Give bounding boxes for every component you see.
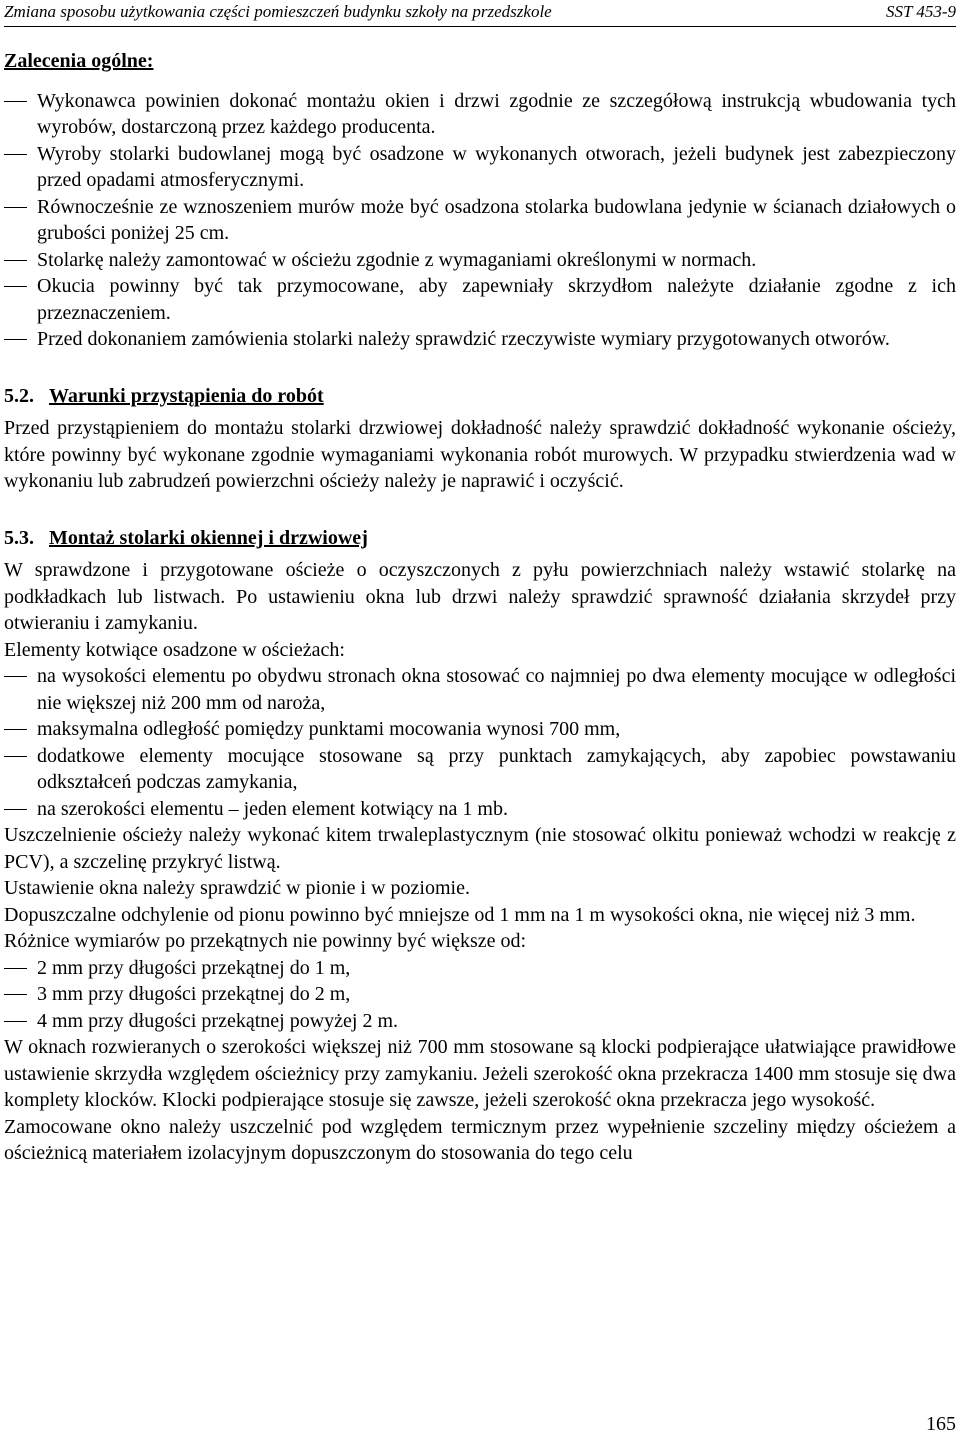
paragraph: Zamocowane okno należy uszczelnić pod względem termicznym przez wypełnienie szczeliny między ościeżem a ościeżnicą materiałem izolacyjnym dopuszczonym do stosowania do tego celu xyxy=(4,1115,956,1164)
paragraph: W oknach rozwieranych o szerokości większej niż 700 mm stosowane są klocki podpierające ułatwiające prawidłowe ustawienie skrzydła względem ościeżnicy przy zamykaniu. Jeżeli szerokość okna przekracza 1400 mm stosuje się dwa komplety klocków. Klocki podpierające stosuje się zawsze, jeżeli szerokość okna przekracza jego wysokość. xyxy=(4,1036,956,1111)
section-number: 5.3. xyxy=(4,526,34,549)
general-item: Okucia powinny być tak przymocowane, aby zapewniały skrzydłom należyte działanie zgodne z ich przeznaczeniem. xyxy=(4,273,956,326)
general-item: Wykonawca powinien dokonać montażu okien i drzwi zgodnie ze szczegółową instrukcją wbudowania tych wyrobów, dostarczoną przez każdego producenta. xyxy=(4,88,956,141)
page-header xyxy=(4,0,956,27)
general-item: Stolarkę należy zamontować w ościeżu zgodnie z wymaganiami określonymi w normach. xyxy=(4,247,956,274)
anchor-item: dodatkowe elementy mocujące stosowane są przy punktach zamykających, aby zapobiec powstawaniu odkształceń podczas zamykania, xyxy=(4,743,956,796)
page-number: 165 xyxy=(926,1413,956,1435)
header-title: Zmiana sposobu użytkowania części pomieszczeń budynku szkoły na przedszkole xyxy=(4,2,552,21)
section-title: Montaż stolarki okiennej i drzwiowej xyxy=(49,526,368,549)
diagonal-diff-list xyxy=(4,955,956,1035)
diff-item: 4 mm przy długości przekątnej powyżej 2 m. xyxy=(4,1008,956,1035)
general-list xyxy=(4,88,956,353)
general-heading: Zalecenia ogólne: xyxy=(4,50,154,72)
section-heading-5-3 xyxy=(4,525,956,552)
section-title: Warunki przystąpienia do robót xyxy=(49,384,324,407)
anchor-item: na wysokości elementu po obydwu stronach okna stosować co najmniej po dwa elementy mocujące w odległości nie większej niż 200 mm od naroża, xyxy=(4,663,956,716)
section-5-2-text: Przed przystąpieniem do montażu stolarki drzwiowej dokładność należy sprawdzić dokładność wykonanie ościeży, które powinny być wykonane zgodnie wymaganiami wykonania robót murowych. W przypadku stwierdzenia wad w wykonaniu lub zabrudzeń powierzchni ościeży należy je naprawić i oczyścić. xyxy=(4,417,956,492)
diff-item: 2 mm przy długości przekątnej do 1 m, xyxy=(4,955,956,982)
paragraph: Elementy kotwiące osadzone w ościeżach: xyxy=(4,638,345,661)
section-heading-5-2 xyxy=(4,383,956,410)
anchor-item: maksymalna odległość pomiędzy punktami mocowania wynosi 700 mm, xyxy=(4,716,956,743)
paragraph: Uszczelnienie ościeży należy wykonać kitem trwaleplastycznym (nie stosować olkitu ponieważ wchodzi w reakcję z PCV), a szczelinę przykryć listwą. xyxy=(4,824,956,873)
general-item: Wyroby stolarki budowlanej mogą być osadzone w wykonanych otworach, jeżeli budynek jest zabezpieczony przed opadami atmosferycznymi. xyxy=(4,141,956,194)
general-item: Przed dokonaniem zamówienia stolarki należy sprawdzić rzeczywiste wymiary przygotowanych otworów. xyxy=(4,326,956,353)
page-content xyxy=(4,48,956,1167)
anchor-item: na szerokości elementu – jeden element kotwiący na 1 mb. xyxy=(4,796,956,823)
diff-item: 3 mm przy długości przekątnej do 2 m, xyxy=(4,981,956,1008)
section-number: 5.2. xyxy=(4,384,34,407)
header-spec-code: SST 453-9 xyxy=(885,2,956,21)
paragraph: Ustawienie okna należy sprawdzić w pionie i w poziomie. xyxy=(4,877,470,899)
paragraph: Różnice wymiarów po przekątnych nie powinny być większe od: xyxy=(4,930,527,952)
anchor-list xyxy=(4,663,956,822)
general-item: Równocześnie ze wznoszeniem murów może być osadzona stolarka budowlana jedynie w ścianach działowych o grubości poniżej 25 cm. xyxy=(4,194,956,247)
paragraph: Dopuszczalne odchylenie od pionu powinno być mniejsze od 1 mm na 1 m wysokości okna, nie więcej niż 3 mm. xyxy=(4,903,916,926)
paragraph: W sprawdzone i przygotowane ościeże o oczyszczonych z pyłu powierzchniach należy wstawić stolarkę na podkładkach lub listwach. Po ustawieniu okna lub drzwi należy sprawdzić sprawność działania skrzydeł przy otwieraniu i zamykaniu. xyxy=(4,559,956,634)
